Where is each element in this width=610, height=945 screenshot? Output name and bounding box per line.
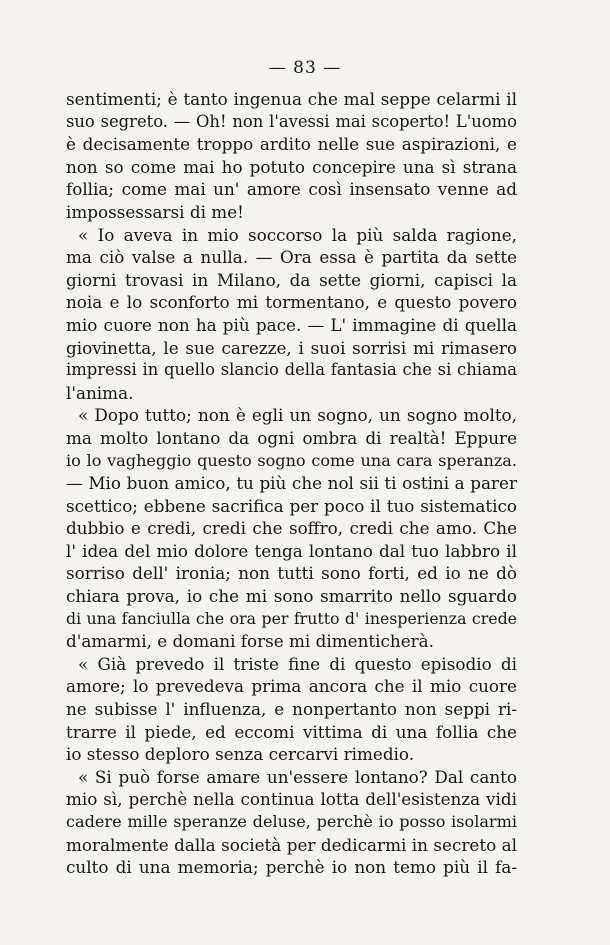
text-line: moralmente dalla società per dedicarmi in secreto al: [66, 834, 517, 855]
text-line: giovinetta, le sue carezze, i suoi sorrisi mi rimasero: [66, 337, 517, 358]
text-line: « Si può forse amare un'essere lontano? Dal canto: [78, 766, 517, 787]
text-line: mio sì, perchè nella continua lotta dell'esistenza vidi: [66, 789, 517, 810]
text-line: culto di una memoria; perchè io non temo più il fa-: [66, 857, 517, 878]
text-line: impossessarsi di me!: [66, 201, 244, 222]
text-line: sentimenti; è tanto ingenua che mal seppe celarmi il: [66, 89, 517, 109]
text-line: « Già prevedo il triste fine di questo episodio di: [78, 653, 517, 674]
text-line: trarre il piede, ed eccomi vittima di una follia che: [66, 721, 517, 742]
text-line: l' idea del mio dolore tenga lontano dal tuo labbro il: [66, 540, 517, 561]
text-line: io stesso deploro senza cercarvi rimedio.: [66, 744, 415, 765]
text-line: io lo vagheggio questo sogno come una cara speranza.: [66, 450, 517, 470]
text-line: d'amarmi, e domani forse mi dimenticherà.: [66, 631, 434, 652]
page-number: — 83 —: [268, 58, 342, 78]
text-line: di una fanciulla che ora per frutto d' inesperienza crede: [66, 608, 517, 628]
text-line: — Mio buon amico, tu più che nol sii ti ostini a parer: [66, 473, 517, 494]
text-line: dubbio e credi, credi che soffro, credi che amo. Che: [66, 518, 517, 539]
text-line: ma molto lontano da ogni ombra di realtà! Eppure: [66, 427, 517, 448]
text-line: l'anima.: [66, 382, 134, 403]
text-line: è decisamente troppo ardito nelle sue aspirazioni, e: [66, 134, 517, 155]
text-line: scettico; ebbene sacrifica per poco il tuo sistematico: [66, 495, 517, 516]
text-line: suo segreto. — Oh! non l'avessi mai scoperto! L'uomo: [66, 111, 517, 131]
text-line: « Dopo tutto; non è egli un sogno, un sogno molto,: [78, 405, 517, 426]
text-line: giorni trovasi in Milano, da sette giorni, capisci la: [66, 269, 517, 290]
text-line: chiara prova, io che mi sono smarrito nello sguardo: [66, 586, 517, 607]
text-line: sorriso dell' ironia; non tutti sono forti, ed io ne dò: [66, 563, 517, 584]
text-line: amore; lo prevedeva prima ancora che il mio cuore: [66, 676, 517, 697]
text-line: follia; come mai un' amore così insensato venne ad: [66, 179, 517, 200]
text-line: ne subisse l' influenza, e nonpertanto non seppi ri-: [66, 699, 517, 720]
text-line: impressi in quello slancio della fantasia che si chiama: [66, 360, 517, 380]
body-text: [66, 88, 517, 879]
text-line: cadere mille speranze deluse, perchè io posso isolarmi: [66, 812, 517, 831]
text-line: « Io aveva in mio soccorso la più salda ragione,: [78, 224, 517, 245]
text-line: mio cuore non ha più pace. — L' immagine di quella: [66, 314, 517, 335]
text-line: non so come mai ho potuto concepire una sì strana: [66, 156, 517, 177]
text-line: ma ciò valse a nulla. — Ora essa è partita da sette: [66, 247, 517, 268]
text-line: noia e lo sconforto mi tormentano, e questo povero: [66, 292, 517, 313]
